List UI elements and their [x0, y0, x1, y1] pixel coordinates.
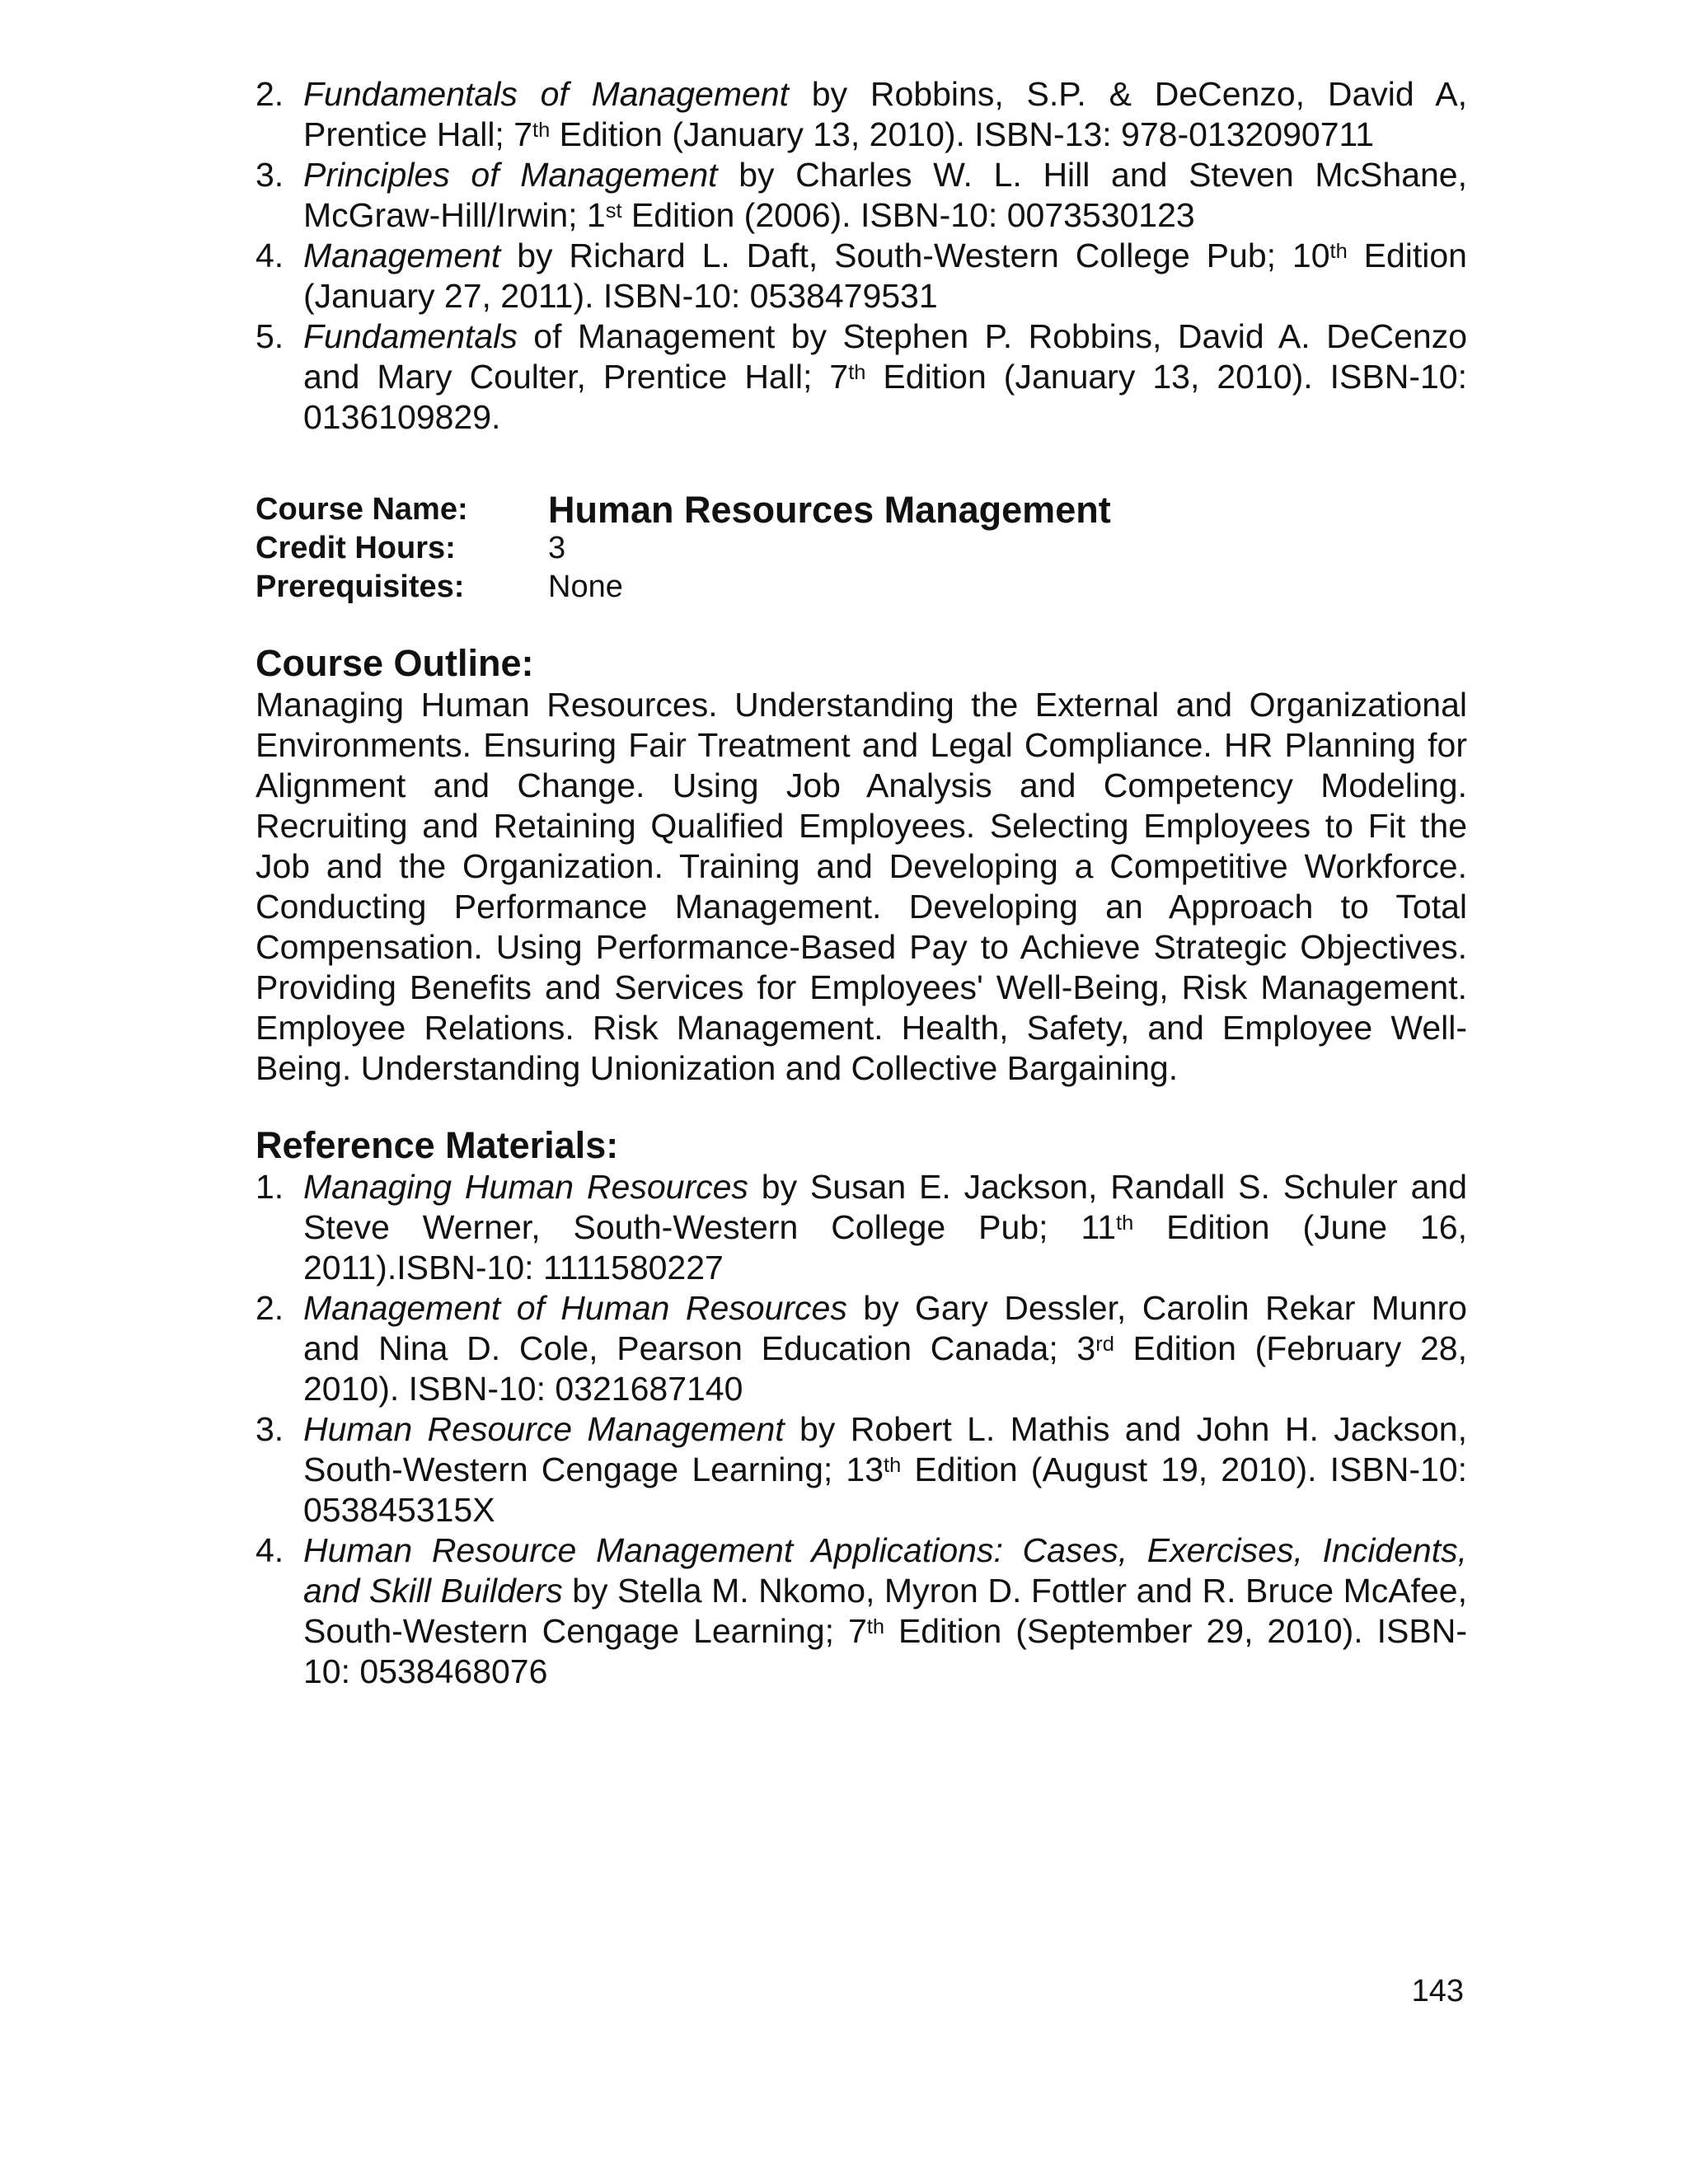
ordinal-suffix: th [532, 118, 551, 142]
reference-item [256, 1409, 1467, 1530]
reference-details: by Stella M. Nkomo, Myron D. Fottler and R. Bruce McAfee, South-Western Cengage Learning; 7 [303, 1572, 1467, 1650]
reference-item [256, 1167, 1467, 1288]
ordinal-suffix: th [1329, 239, 1348, 263]
reference-details: by Susan E. Jackson, Randall S. Schuler and Steve Werner, South-Western College Pub; 11 [303, 1168, 1468, 1246]
reference-details-cont: Edition (2006). ISBN-10: 0073530123 [621, 196, 1195, 234]
reference-details-cont: Edition (August 19, 2010). ISBN-10: 053845315X [303, 1451, 1467, 1529]
reference-title: Principles of Management [303, 156, 718, 194]
ordinal-suffix: rd [1095, 1332, 1114, 1356]
course-outline-text: Managing Human Resources. Understanding the External and Organizational Environments. Ensuring Fair Treatment and Legal Compliance. HR Planning for Alignment and Change. Using Job Analysis and Competency Modeling. Recruiting and Retaining Qualified Employees. Selecting Employees to Fit the Job and the Organization. Training and Developing a Competitive Workforce. Conducting Performance Management. Developing an Approach to Total Compensation. Using Performance-Based Pay to Achieve Strategic Objectives. Providing Benefits and Services for Employees' Well-Being, Risk Management. Employee Relations. Risk Management. Health, Safety, and Employee Well-Being. Understanding Unionization and Collective Bargaining. [256, 686, 1467, 1087]
reference-number: 2. [256, 1289, 284, 1327]
reference-details: by Gary Dessler, Carolin Rekar Munro and Nina D. Cole, Pearson Education Canada; 3 [303, 1289, 1467, 1367]
reference-number: 4. [256, 1531, 284, 1569]
credit-hours-label: Credit Hours: [256, 531, 456, 565]
reference-details: by Robbins, S.P. & DeCenzo, David A, Prentice Hall; 7 [303, 75, 1467, 153]
reference-title: Human Resource Management Applications: Cases, Exercises, Incidents, and Skill Builders [303, 1531, 1467, 1610]
page-number: 143 [1411, 1974, 1464, 2008]
reference-title: Fundamentals of Management [303, 75, 789, 113]
reference-details: by Charles W. L. Hill and Steven McShane, McGraw-Hill/Irwin; 1 [303, 156, 1467, 234]
reference-number: 4. [256, 237, 284, 274]
reference-title: Managing Human Resources [303, 1168, 748, 1206]
reference-number: 3. [256, 156, 284, 194]
reference-item [256, 74, 1467, 155]
reference-title: Management [303, 237, 501, 274]
reference-details: by Robert L. Mathis and John H. Jackson, South-Western Cengage Learning; 13 [303, 1410, 1467, 1488]
ordinal-suffix: st [605, 199, 622, 223]
reference-item [256, 1288, 1467, 1409]
reference-details-cont: Edition (February 28, 2010). ISBN-10: 0321687140 [303, 1329, 1468, 1408]
ordinal-suffix: th [884, 1453, 902, 1477]
course-outline-heading: Course Outline: [256, 642, 534, 684]
reference-details-cont: Edition (January 13, 2010). ISBN-13: 978-0132090711 [550, 115, 1375, 153]
prerequisites-label: Prerequisites: [256, 569, 465, 604]
reference-details: by Richard L. Daft, South-Western College Pub; 10 [500, 237, 1330, 274]
course-name-label: Course Name: [256, 492, 468, 527]
reference-details-cont: Edition (January 27, 2011). ISBN-10: 0538479531 [303, 237, 1467, 315]
reference-materials-list [256, 1167, 1467, 1692]
reference-details: of Management by Stephen P. Robbins, David A. DeCenzo and Mary Coulter, Prentice Hall; 7 [303, 317, 1467, 396]
ordinal-suffix: th [866, 1615, 884, 1638]
reference-item [256, 316, 1467, 438]
reference-title: Human Resource Management [303, 1410, 785, 1448]
previous-course-references [256, 74, 1467, 438]
reference-number: 2. [256, 75, 284, 113]
reference-materials-heading: Reference Materials: [256, 1124, 619, 1166]
reference-item [256, 1530, 1467, 1692]
reference-title: Management of Human Resources [303, 1289, 847, 1327]
reference-details-cont: Edition (September 29, 2010). ISBN-10: 0538468076 [303, 1612, 1467, 1690]
reference-item [256, 236, 1467, 316]
prerequisites-value: None [548, 569, 623, 604]
reference-number: 1. [256, 1168, 284, 1206]
document-page [256, 74, 1467, 1692]
ordinal-suffix: th [1116, 1211, 1134, 1235]
reference-number: 5. [256, 317, 284, 355]
reference-details-cont: Edition (June 16, 2011).ISBN-10: 1111580227 [303, 1208, 1467, 1286]
ordinal-suffix: th [848, 360, 866, 384]
reference-number: 3. [256, 1410, 284, 1448]
course-info-block [256, 490, 1467, 607]
reference-title: Fundamentals [303, 317, 518, 355]
credit-hours-value: 3 [548, 531, 566, 565]
course-name: Human Resources Management [548, 489, 1111, 531]
reference-item [256, 155, 1467, 236]
reference-details-cont: Edition (January 13, 2010). ISBN-10: 0136109829. [303, 358, 1467, 436]
